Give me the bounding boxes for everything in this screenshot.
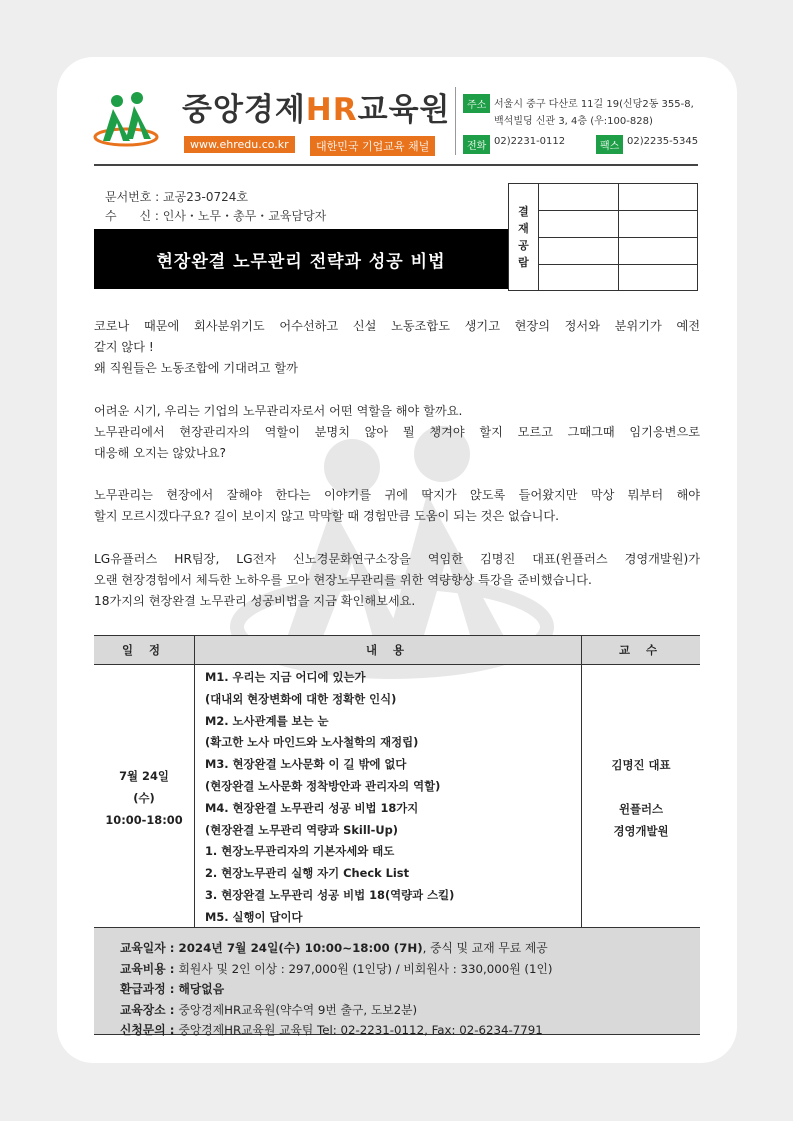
schedule-cell: [94, 665, 195, 932]
doc-number: 문서번호 : 교공23-0724호: [105, 190, 248, 204]
content-line: M4. 현장완결 노무관리 성공 비법 18가지: [205, 800, 419, 815]
summary-row-place: 교육장소 : 중앙경제HR교육원(약수역 9번 출구, 도보2분): [120, 1002, 418, 1017]
table-header-row: [94, 636, 700, 665]
website-link[interactable]: www.ehredu.co.kr: [184, 136, 295, 153]
content-line: (현장완결 노무관리 역량과 Skill-Up): [205, 822, 398, 837]
header-rule: [94, 164, 698, 166]
instructor-cell: [582, 665, 701, 932]
content-line: (확고한 노사 마인드와 노사철학의 재정립): [205, 735, 419, 750]
org-logo-icon: [93, 89, 159, 151]
header-instructor: 교 수: [582, 636, 701, 665]
content-line: M2. 노사관계를 보는 눈: [205, 713, 329, 728]
header-schedule: 일 정: [94, 636, 195, 665]
summary-row-contact: 신청문의 : 중앙경제HR교육원 교육팀 Tel: 02-2231-0112, Fax: 02-6234-7791: [120, 1023, 543, 1037]
content-line: M1. 우리는 지금 어디에 있는가: [205, 670, 366, 684]
schedule-time: 10:00-18:00: [105, 812, 183, 827]
page-title: 현장완결 노무관리 전략과 성공 비법: [94, 229, 508, 289]
approval-label: 결 재 공 람: [509, 184, 539, 290]
instructor-org-2: 경영개발원: [613, 823, 669, 838]
document-page: [57, 57, 737, 1063]
course-summary-box: [94, 927, 700, 1035]
fax-number: 02)2235-5345: [627, 136, 699, 147]
content-line: 3. 현장완결 노무관리 성공 비법 18(역량과 스킬): [205, 887, 455, 902]
schedule-weekday: (수): [133, 790, 155, 805]
intro-paragraph-2: 어려운 시기, 우리는 기업의 노무관리자로서 어떤 역할을 해야 할까요. 노무관리에서 현장관리자의 역할이 분명치 않아 뭘 챙겨야 할지 모르고 그때그때 임기응변으로 대응해 오지는 않았나요?: [94, 404, 700, 460]
content-line: M3. 현장완결 노사문화 이 길 밖에 없다: [205, 757, 407, 772]
instructor-org-1: 윈플러스: [618, 801, 663, 816]
doc-recipient: 수 신 : 인사・노무・총무・교육담당자: [105, 209, 327, 223]
header-content: 내 용: [195, 636, 582, 665]
summary-row-refund: 환급과정 : 해당없음: [120, 982, 225, 996]
summary-row-date: 교육일자 : 2024년 7월 24일(수) 10:00~18:00 (7H), 중식 및 교재 무료 제공: [120, 941, 548, 955]
content-line: M5. 실행이 답이다: [205, 909, 303, 924]
instructor-name: 김명진 대표: [611, 757, 671, 772]
address-tag: 주소: [463, 94, 490, 113]
content-line: 1. 현장노무관리자의 기본자세와 태도: [205, 844, 395, 859]
header-divider: [455, 87, 456, 155]
intro-paragraph-3: 노무관리는 현장에서 잘해야 한다는 이야기를 귀에 딱지가 앉도록 들어왔지만 막상 뭐부터 해야 할지 모르시겠다구요? 길이 보이지 않고 막막할 때 경험만큼 도움이 되는 것은 없습니다.: [94, 488, 700, 523]
schedule-date: 7월 24일: [119, 768, 169, 783]
slogan-badge: 대한민국 기업교육 채널: [310, 136, 435, 156]
intro-paragraph-1: 코로나 때문에 회사분위기도 어수선하고 신설 노동조합도 생기고 현장의 정서와 분위기가 예전 같지 않다 ! 왜 직원들은 노동조합에 기대려고 할까: [94, 319, 700, 375]
content-line: (현장완결 노사문화 정착방안과 관리자의 역할): [205, 778, 441, 793]
content-line: 2. 현장노무관리 실행 자기 Check List: [205, 866, 410, 881]
address-line-2: 백석빌딩 신관 3, 4층 (우:100-828): [494, 116, 653, 127]
fax-tag: 팩스: [596, 135, 623, 154]
intro-paragraph-4: LG유플러스 HR팀장, LG전자 신노경문화연구소장을 역임한 김명진 대표(윈플러스 경영개발원)가 오랜 현장경험에서 체득한 노하우를 모아 현장노무관리를 위한 역량향상 특강을 준비했습니다. 18가지의 현장완결 노무관리 성공비법을 지금 확인해보세요.: [94, 552, 700, 608]
address-line-1: 서울시 중구 다산로 11길 19(신당2동 355-8,: [494, 99, 694, 110]
table-row: [94, 665, 700, 932]
content-line: (대내외 현장변화에 대한 정확한 인식): [205, 691, 397, 706]
org-name: 중앙경제HR교육원: [182, 92, 451, 128]
schedule-table: [94, 635, 700, 932]
phone-tag: 전화: [463, 135, 490, 154]
phone-number: 02)2231-0112: [494, 136, 566, 147]
approval-stamp-box: [508, 183, 698, 291]
content-cell: [195, 665, 582, 932]
summary-row-fee: 교육비용 : 회원사 및 2인 이상 : 297,000원 (1인당) / 비회원사 : 330,000원 (1인): [120, 961, 553, 976]
